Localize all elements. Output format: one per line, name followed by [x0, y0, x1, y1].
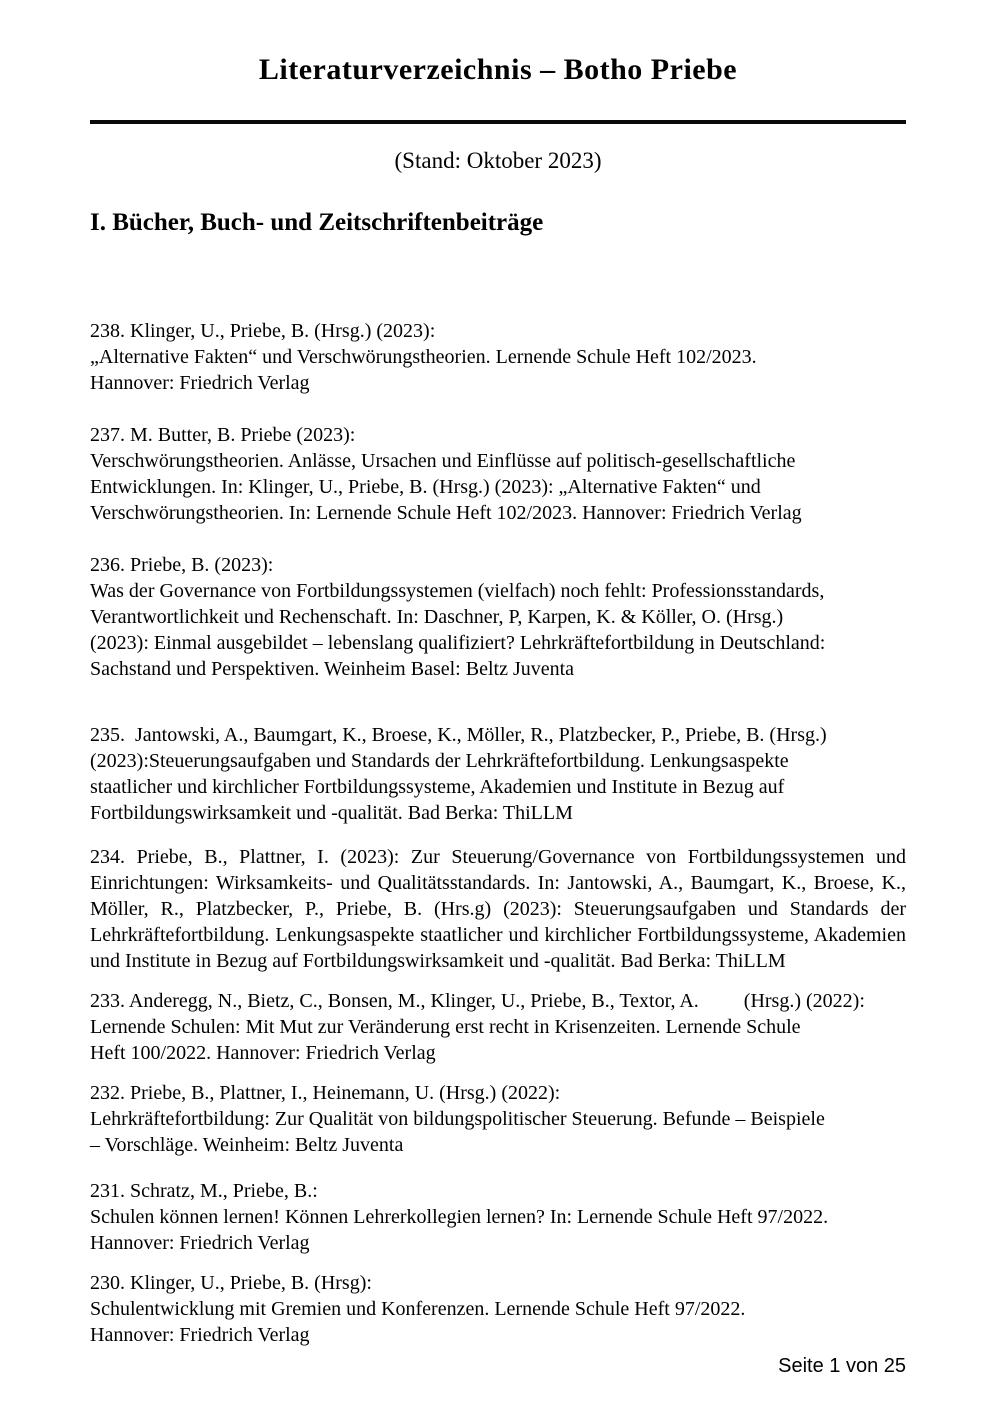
title-divider	[90, 120, 906, 124]
section-heading: I. Bücher, Buch- und Zeitschriftenbeiträge	[90, 209, 544, 236]
citation-entry-237	[90, 422, 906, 526]
citation-line: 236. Priebe, B. (2023):	[90, 554, 274, 576]
bibliography-list	[90, 318, 906, 1348]
citation-line: Möller, R., Platzbecker, P., Priebe, B. (Hrs.g) (2023): Steuerungsaufgaben und Standards der	[90, 898, 906, 920]
citation-line: 234. Priebe, B., Plattner, I. (2023): Zur Steuerung/Governance von Fortbildungssystemen und	[90, 846, 906, 868]
citation-line: – Vorschläge. Weinheim: Beltz Juventa	[90, 1134, 404, 1156]
citation-line: Sachstand und Perspektiven. Weinheim Basel: Beltz Juventa	[90, 658, 575, 680]
citation-entry-233	[90, 988, 906, 1066]
citation-line: 237. M. Butter, B. Priebe (2023):	[90, 424, 356, 446]
citation-line: Entwicklungen. In: Klinger, U., Priebe, B. (Hrsg.) (2023): „Alternative Fakten“ und	[90, 476, 761, 498]
citation-line: Heft 100/2022. Hannover: Friedrich Verlag	[90, 1042, 436, 1064]
citation-line: 233. Anderegg, N., Bietz, C., Bonsen, M., Klinger, U., Priebe, B., Textor, A. (Hrsg.) (2022):	[90, 990, 865, 1012]
citation-entry-236	[90, 552, 906, 682]
citation-line: Hannover: Friedrich Verlag	[90, 1232, 310, 1254]
citation-line: und Institute in Bezug auf Fortbildungswirksamkeit und -qualität. Bad Berka: ThiLLM	[90, 950, 786, 972]
citation-line: Lernende Schulen: Mit Mut zur Veränderung erst recht in Krisenzeiten. Lernende Schule	[90, 1016, 801, 1038]
citation-line: 238. Klinger, U., Priebe, B. (Hrsg.) (2023):	[90, 320, 436, 342]
citation-line: Hannover: Friedrich Verlag	[90, 372, 310, 394]
citation-line: Verschwörungstheorien. In: Lernende Schule Heft 102/2023. Hannover: Friedrich Verlag	[90, 502, 802, 524]
citation-line: 232. Priebe, B., Plattner, I., Heinemann, U. (Hrsg.) (2022):	[90, 1082, 561, 1104]
citation-entry-231	[90, 1178, 906, 1256]
citation-line: Einrichtungen: Wirksamkeits- und Qualitätsstandards. In: Jantowski, A., Baumgart, K., Broese, K.,	[90, 872, 906, 894]
citation-line: (2023):Steuerungsaufgaben und Standards der Lehrkräftefortbildung. Lenkungsaspekte	[90, 750, 789, 772]
page-number: Seite 1 von 25	[778, 1355, 906, 1377]
status-date-line: (Stand: Oktober 2023)	[394, 148, 602, 173]
citation-line: Was der Governance von Fortbildungssystemen (vielfach) noch fehlt: Professionsstandards,	[90, 580, 825, 602]
citation-line: 231. Schratz, M., Priebe, B.:	[90, 1180, 318, 1202]
citation-line: Schulen können lernen! Können Lehrerkollegien lernen? In: Lernende Schule Heft 97/2022.	[90, 1206, 829, 1228]
citation-entry-230	[90, 1270, 906, 1348]
citation-line: staatlicher und kirchlicher Fortbildungssysteme, Akademien und Institute in Bezug auf	[90, 776, 785, 798]
citation-line: Lehrkräftefortbildung. Lenkungsaspekte staatlicher und kirchlicher Fortbildungssysteme, Akademien	[90, 924, 906, 946]
citation-line: (2023): Einmal ausgebildet – lebenslang qualifiziert? Lehrkräftefortbildung in Deutschland:	[90, 632, 826, 654]
citation-line: 230. Klinger, U., Priebe, B. (Hrsg):	[90, 1272, 372, 1294]
citation-line: Schulentwicklung mit Gremien und Konferenzen. Lernende Schule Heft 97/2022.	[90, 1298, 746, 1320]
citation-entry-235	[90, 722, 906, 826]
citation-line: 235. Jantowski, A., Baumgart, K., Broese, K., Möller, R., Platzbecker, P., Priebe, B. (Hrsg.)	[90, 724, 827, 746]
citation-line: Fortbildungswirksamkeit und -qualität. Bad Berka: ThiLLM	[90, 802, 573, 824]
citation-entry-238	[90, 318, 906, 396]
citation-line: Verschwörungstheorien. Anlässe, Ursachen und Einflüsse auf politisch-gesellschaftliche	[90, 450, 796, 472]
citation-line: Hannover: Friedrich Verlag	[90, 1324, 310, 1346]
citation-line: Lehrkräftefortbildung: Zur Qualität von bildungspolitischer Steuerung. Befunde – Beispiele	[90, 1108, 825, 1130]
citation-entry-234	[90, 844, 906, 974]
citation-entry-232	[90, 1080, 906, 1158]
citation-line: Verantwortlichkeit und Rechenschaft. In: Daschner, P, Karpen, K. & Köller, O. (Hrsg.)	[90, 606, 784, 628]
page-title: Literaturverzeichnis – Botho Priebe	[258, 53, 738, 86]
citation-line: „Alternative Fakten“ und Verschwörungstheorien. Lernende Schule Heft 102/2023.	[90, 346, 757, 368]
